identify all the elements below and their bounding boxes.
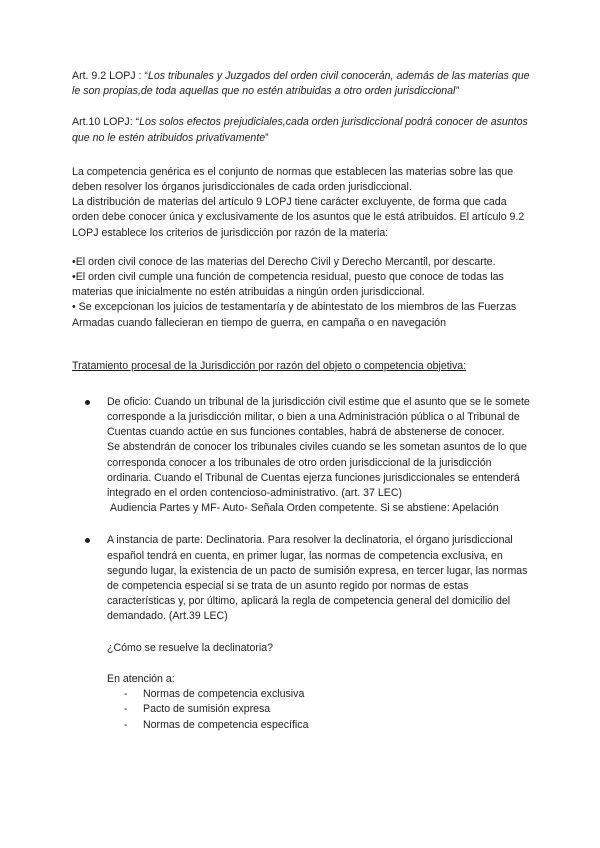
intro-paragraph-2: La distribución de materias del artículo 9 LOPJ tiene carácter excluyente, de forma que cada orden debe conocer única y exclusivamente de los asuntos que le está atribuidos. El artículo 9.2 LOPJ establece los criterios de jurisdicción por razón de la materia: (72, 196, 525, 239)
article-9-2-text: Los tribunales y Juzgados del orden civil conocerán, además de las materias que le son propias,de toda aquellas que no estén atribuidas a otro orden jurisdiccional (72, 70, 530, 98)
criteria-point: • Se excepcionan los juicios de testamentaría y de abintestato de los miembros de las Fuerzas Armadas cuando fallecieran en tiempo de guerra, en campaña o en navegación (72, 301, 517, 329)
dash-item (124, 687, 530, 702)
dash-icon: - (124, 703, 128, 716)
list-item-de-oficio (72, 395, 530, 517)
bullet-icon (85, 538, 90, 543)
intro-paragraph-1: La competencia genérica es el conjunto de normas que establecen las materias sobre las que deben resolver los órganos jurisdiccionales de cada orden jurisdiccional. (72, 165, 514, 194)
section-heading: Tratamiento procesal de la Jurisdicción por razón del objeto o competencia objetiva: (72, 359, 467, 372)
criteria-point: •El orden civil conoce de las materias del Derecho Civil y Derecho Mercantil, por descarte. (72, 255, 496, 268)
article-9-2-quote (72, 69, 530, 99)
article-10-label: Art.10 LOPJ: “ (72, 116, 140, 129)
article-10-quote (72, 115, 530, 145)
dash-item-text: Normas de competencia exclusiva (143, 688, 305, 701)
dash-icon: - (124, 688, 128, 701)
closing-quote: ” (265, 131, 269, 144)
article-10-text: Los solos efectos prejudiciales,cada orden jurisdiccional podrá conocer de asuntos que no le estén atribuidos privativamente (72, 116, 528, 144)
dash-item-text: Normas de competencia específica (143, 718, 309, 731)
dash-icon: - (124, 718, 128, 731)
oficio-paragraph-1: De oficio: Cuando un tribunal de la jurisdicción civil estime que el asunto que se le somete corresponde a la jurisdicción militar, o bien a una Administración pública o al Tribunal de Cuentas cuando actúe en sus funciones contables, habrá de abstenerse de conocer. (107, 395, 530, 439)
criteria-point: •El orden civil cumple una función de competencia residual, puesto que conoce de todas las materias que inicialmente no estén atribuidas a ningún orden jurisdiccional. (72, 271, 504, 299)
article-9-2-label: Art. 9.2 LOPJ : “ (72, 70, 148, 82)
oficio-paragraph-2: Se abstendrán de conocer los tribunales civiles cuando se les sometan asuntos de lo que corresponda conocer a los tribunales de otro orden jurisdiccional de la jurisdicción ordinaria. Cuando el Tribunal de Cuentas ejerza funciones jurisdiccionales se entenderá integrado en el orden contencioso-administrativo. (art. 37 LEC) (107, 441, 527, 500)
parte-paragraph: A instancia de parte: Declinatoria. Para resolver la declinatoria, el órgano jurisdiccional español tendrá en cuenta, en primer lugar, las normas de competencia exclusiva, en segundo lugar, la existencia de un pacto de sumisión expresa, en tercer lugar, las normas de competencia especial si se trata de un asunto regido por normas de estas características y, por último, aplicará la regla de competencia general del domicilio del demandado. (Art.39 LEC) (107, 534, 528, 623)
criteria-points (72, 255, 530, 331)
closing-quote: ” (455, 85, 459, 98)
procedure-list (72, 395, 530, 733)
parte-intro: En atención a: (107, 672, 175, 685)
parte-question: ¿Cómo se resuelve la declinatoria? (107, 641, 274, 654)
dash-item-text: Pacto de sumisión expresa (143, 703, 271, 716)
dash-item (124, 718, 530, 733)
list-item-instancia-de-parte (72, 533, 530, 732)
bullet-icon (85, 400, 90, 405)
oficio-paragraph-3: Audiencia Partes y MF- Auto- Señala Orden competente. Si se abstiene: Apelación (110, 502, 499, 515)
intro-section (72, 165, 530, 241)
dash-item (124, 702, 530, 717)
criteria-dash-list (107, 687, 530, 733)
